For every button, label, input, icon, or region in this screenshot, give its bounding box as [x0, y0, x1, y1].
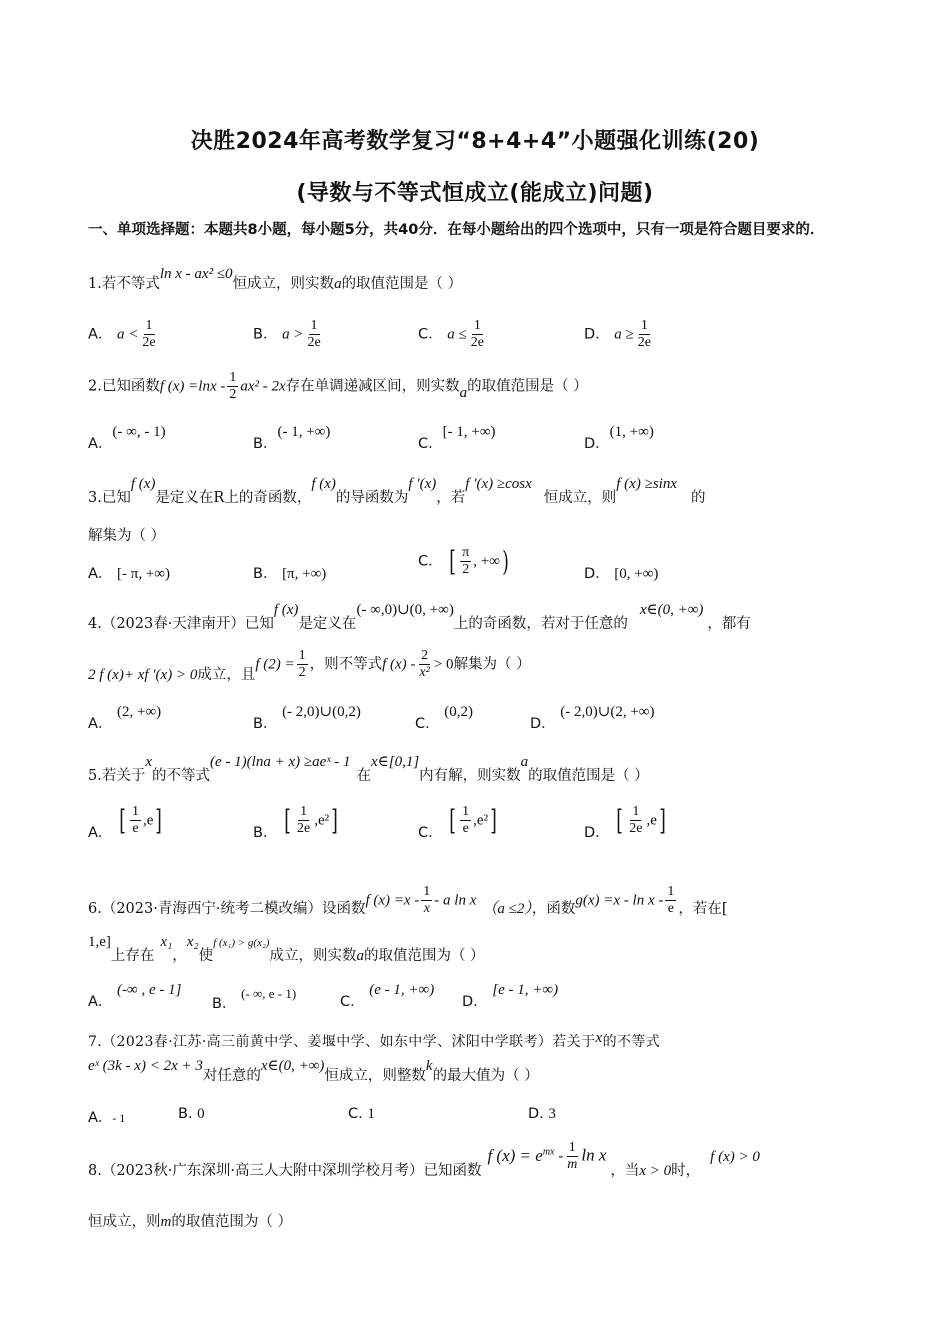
- q7-option-c[interactable]: C. 1: [348, 1106, 375, 1122]
- title-line-1: 决胜2024年高考数学复习“8+4+4”小题强化训练(20): [190, 129, 760, 154]
- q3-option-c[interactable]: C． [ $\frac{\pi}{2}$ , +∞): [418, 544, 509, 578]
- question-4-stem-cont: 2 f (x)+ xf ′(x) > 0成立，且f (2) = $\frac{1}{2}$ ，则不等式f (x) - $\frac{2}{\text{x²}}$ > 0解集为（ ）: [88, 648, 531, 683]
- q3-option-b[interactable]: B． [π, +∞): [253, 566, 327, 582]
- q2-option-c[interactable]: C．[- 1, +∞): [418, 424, 496, 452]
- q4-option-c[interactable]: C． (0,2): [415, 704, 473, 732]
- q2-option-a[interactable]: A．(- ∞, - 1): [88, 424, 166, 452]
- question-3-stem: 3.已知f (x)是定义在R上的奇函数，f (x)的导函数为f ′(x)，若f ′(x) ≥cosx恒成立，则f (x) ≥sinx的: [88, 476, 706, 506]
- q7-option-d[interactable]: D. 3: [528, 1106, 556, 1122]
- q5-option-c[interactable]: C． [ $\frac{1}{e}$ ,e²]: [418, 803, 497, 841]
- question-1-stem: 1.若不等式ln x - ax² ≤0恒成立，则实数a的取值范围是（ ）: [88, 266, 463, 292]
- q3-option-a[interactable]: A． [- π, +∞): [88, 566, 170, 582]
- q1-option-d[interactable]: D． a ≥ $\frac{1}{2e}$: [584, 318, 651, 350]
- q7-option-b[interactable]: B. 0: [178, 1106, 205, 1122]
- question-4-stem: 4.（2023春·天津南开）已知f (x)是定义在(- ∞,0)∪(0, +∞)上的奇函数，若对于任意的x∈(0, +∞)，都有: [88, 602, 751, 632]
- q6-option-c[interactable]: C． (e - 1, +∞): [340, 982, 435, 1010]
- q5-option-b[interactable]: B． [ $\frac{1}{2e}$ ,e²]: [253, 803, 338, 841]
- q1-option-c[interactable]: C． a ≤ $\frac{1}{2e}$: [418, 318, 484, 350]
- q2-option-d[interactable]: D．(1, +∞): [584, 424, 654, 452]
- q6-option-d[interactable]: D． [e - 1, +∞): [462, 982, 559, 1010]
- question-8-stem: 8.（2023秋·广东深圳·高三人大附中深圳学校月考）已知函数f $(x) = e^{mx}$ - $\frac{1}{m}$ ln x，当x > 0时，f (x) > 0: [88, 1140, 760, 1179]
- q5-option-a[interactable]: A． [ $\frac{1}{e}$ ,e]: [88, 803, 163, 841]
- q5-option-d[interactable]: D． [ $\frac{1}{2e}$ ,e]: [584, 803, 666, 841]
- question-7-stem: 7.（2023春·江苏·高三前黄中学、姜堰中学、如东中学、沭阳中学联考）若关于x的不等式: [88, 1030, 661, 1050]
- title-line-2: (导数与不等式恒成立(能成立)问题): [296, 181, 654, 206]
- question-8-stem-cont: 恒成立，则m的取值范围为（ ）: [88, 1214, 292, 1230]
- question-7-stem-cont: eˣ (3k - x) < 2x + 3对任意的x∈(0, +∞)恒成立，则整数k的最大值为（ ）: [88, 1058, 539, 1084]
- q6-option-b[interactable]: B． (- ∞, e - 1): [212, 986, 297, 1012]
- q1-option-b[interactable]: B． a > $\frac{1}{2e}$: [253, 318, 321, 350]
- q3-option-d[interactable]: D． [0, +∞): [584, 566, 659, 582]
- question-5-stem: 5.若关于x的不等式(e - 1)(lna + x) ≥aeˣ - 1在x∈[0,1]内有解，则实数a的取值范围是（ ）: [88, 754, 649, 784]
- q7-option-a[interactable]: A．- 1: [88, 1110, 126, 1126]
- section-heading: 一、单项选择题：本题共8小题，每小题5分，共40分．在每小题给出的四个选项中，只有一项是符合题目要求的．: [88, 222, 825, 238]
- question-2-stem: 2.已知函数f (x) =lnx - $\frac{1}{2}$ ax² - 2x存在单调递减区间，则实数a的取值范围是（ ）: [88, 370, 588, 402]
- q4-option-b[interactable]: B． (- 2,0)∪(0,2): [253, 704, 361, 732]
- question-3-stem-cont: 解集为（ ）: [88, 528, 166, 544]
- q4-option-a[interactable]: A． (2, +∞): [88, 704, 162, 732]
- question-6-stem-cont: 1,e]上存在x₁，x₂使f (x₁) > g(x₂)成立，则实数a的取值范围为（ ）: [88, 934, 485, 964]
- q4-option-d[interactable]: D． (- 2,0)∪(2, +∞): [530, 704, 655, 732]
- q2-option-b[interactable]: B．(- 1, +∞): [253, 424, 331, 452]
- question-6-stem: 6.（2023·青海西宁·统考二模改编）设函数f (x) =x - $\frac{1}{x}$ - a ln x （a ≤2），函数g(x) =x - ln x - $\frac{1}{e}$ ，若在[: [88, 884, 728, 917]
- q1-option-a[interactable]: A． a < $\frac{1}{2e}$: [88, 318, 156, 350]
- q6-option-a[interactable]: A． (-∞ , e - 1]: [88, 982, 182, 1010]
